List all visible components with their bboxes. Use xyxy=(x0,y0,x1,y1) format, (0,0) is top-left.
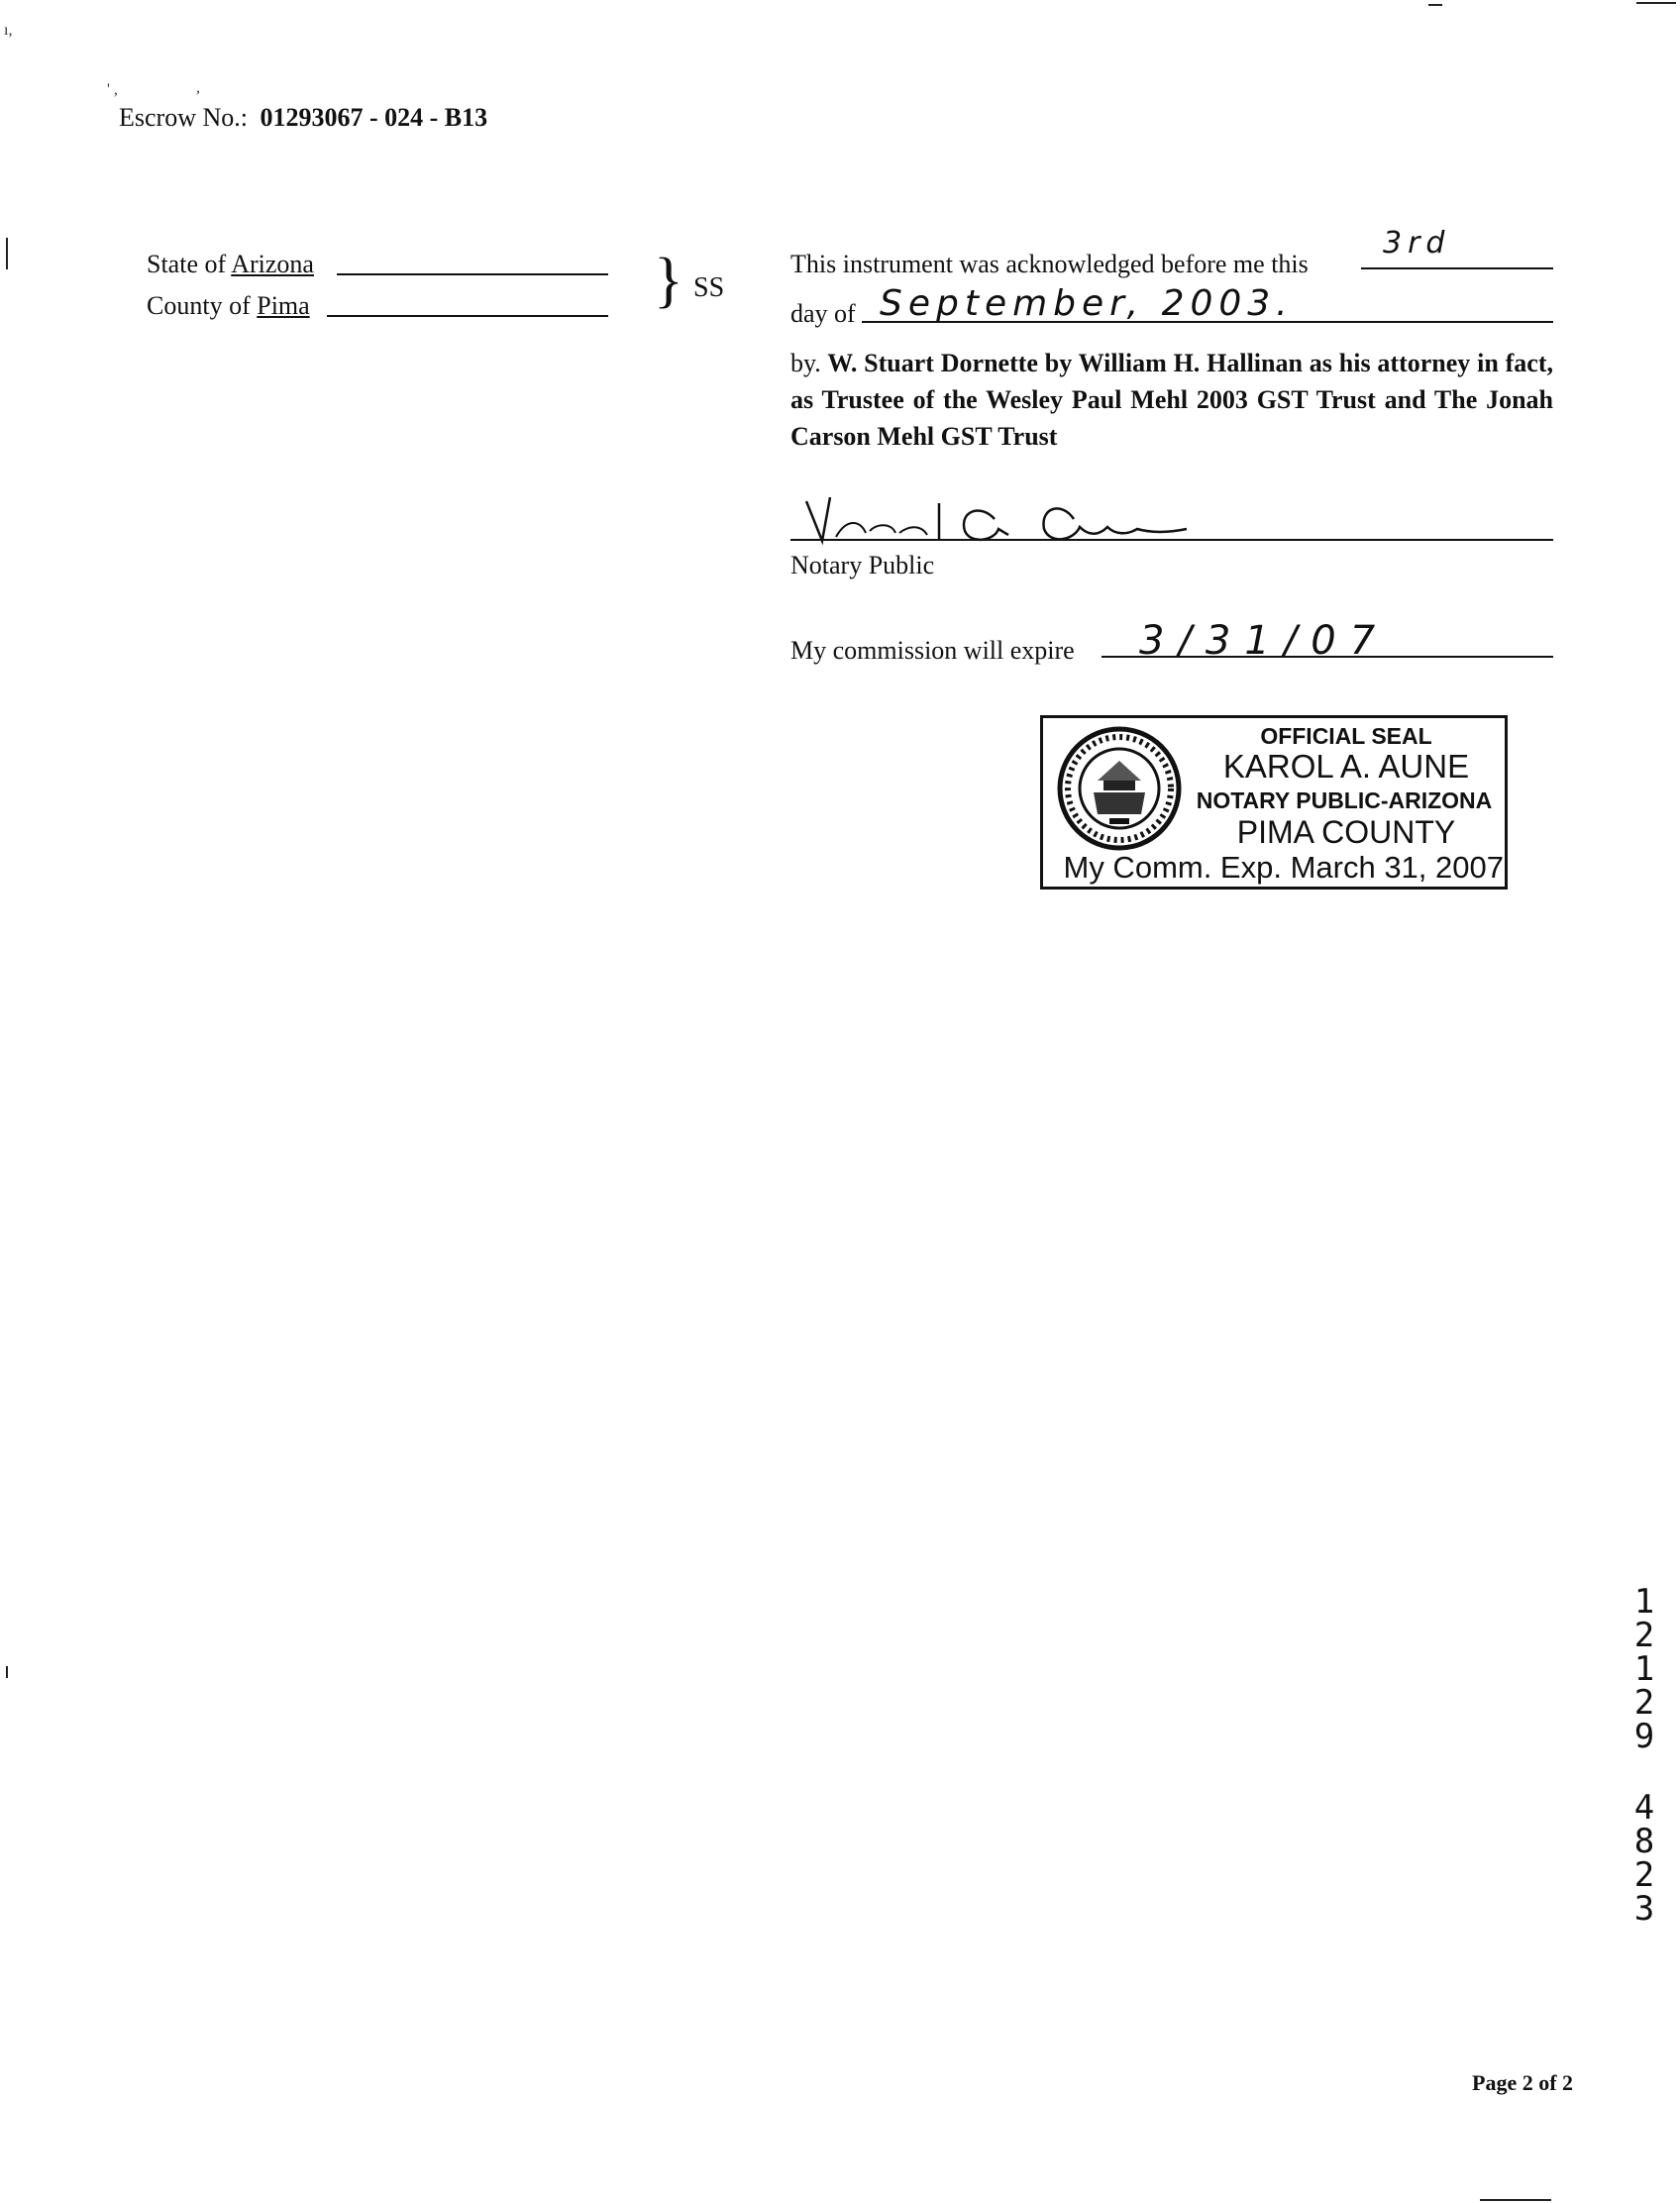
by-prefix: by. xyxy=(790,349,821,377)
page-number: Page 2 of 2 xyxy=(1472,2070,1574,2095)
escrow-number: 01293067 - 024 - B13 xyxy=(260,103,488,132)
county-label: County of xyxy=(147,291,251,320)
stamp-gap xyxy=(1625,1753,1664,1791)
stamp-digit: 4 xyxy=(1633,1788,1655,1828)
handwritten-day: 3rd xyxy=(1383,226,1451,261)
signature-rule xyxy=(790,539,1553,541)
scan-mark xyxy=(6,238,8,269)
county-line xyxy=(147,291,310,321)
state-rule xyxy=(337,273,608,275)
state-line xyxy=(147,250,314,279)
handwritten-expiry: 3/31/07 xyxy=(1139,618,1390,664)
handwritten-date: September, 2003. xyxy=(880,283,1294,324)
stamp-digit: 2 xyxy=(1633,1616,1655,1655)
ack-body-text: W. Stuart Dornette by William H. Hallinan as his attorney in fact, as Trustee of the Wesley Paul Mehl 2003 GST Trust and The Jonah Carson Mehl GST Trust xyxy=(790,349,1554,451)
state-seal-icon xyxy=(1054,723,1185,854)
scan-mark xyxy=(1480,2199,1551,2201)
seal-office: NOTARY PUBLIC-ARIZONA xyxy=(1196,787,1493,813)
notary-public-label: Notary Public xyxy=(790,551,935,579)
escrow-header xyxy=(119,103,487,133)
state-label: State of xyxy=(147,250,227,278)
stamp-digit: 2 xyxy=(1633,1683,1655,1723)
scan-speck: ı, xyxy=(4,22,13,39)
seal-county: PIMA COUNTY xyxy=(1236,814,1456,850)
day-of-label: day of xyxy=(790,299,856,328)
state-value: Arizona xyxy=(231,250,314,278)
scan-mark xyxy=(6,1666,8,1678)
recording-number-stamp xyxy=(1625,1582,1664,1929)
brace-symbol: } xyxy=(654,247,683,314)
scan-mark xyxy=(1428,4,1442,6)
county-value: Pima xyxy=(257,291,310,320)
stamp-digit: 3 xyxy=(1633,1889,1655,1929)
seal-title: OFFICIAL SEAL xyxy=(1260,723,1432,749)
stamp-digit: 9 xyxy=(1633,1717,1655,1756)
stamp-digit: 1 xyxy=(1633,1582,1655,1622)
day-rule xyxy=(1361,267,1553,269)
seal-name: KAROL A. AUNE xyxy=(1222,748,1470,785)
date-rule xyxy=(862,321,1553,323)
stamp-digit: 8 xyxy=(1633,1822,1655,1861)
seal-expiry: My Comm. Exp. March 31, 2007 xyxy=(1063,850,1504,885)
county-rule xyxy=(327,315,608,317)
scan-speck: ' , xyxy=(107,81,118,98)
ack-body xyxy=(790,345,1553,455)
ss-label: SS xyxy=(693,272,725,303)
escrow-label: Escrow No.: xyxy=(119,103,248,132)
ack-intro: This instrument was acknowledged before me this xyxy=(790,250,1309,278)
scan-speck: , xyxy=(196,79,200,96)
commission-rule xyxy=(1102,656,1553,658)
commission-label: My commission will expire xyxy=(790,636,1075,665)
scan-mark xyxy=(1636,2,1676,4)
stamp-digit: 2 xyxy=(1633,1855,1655,1895)
stamp-digit: 1 xyxy=(1633,1649,1655,1689)
